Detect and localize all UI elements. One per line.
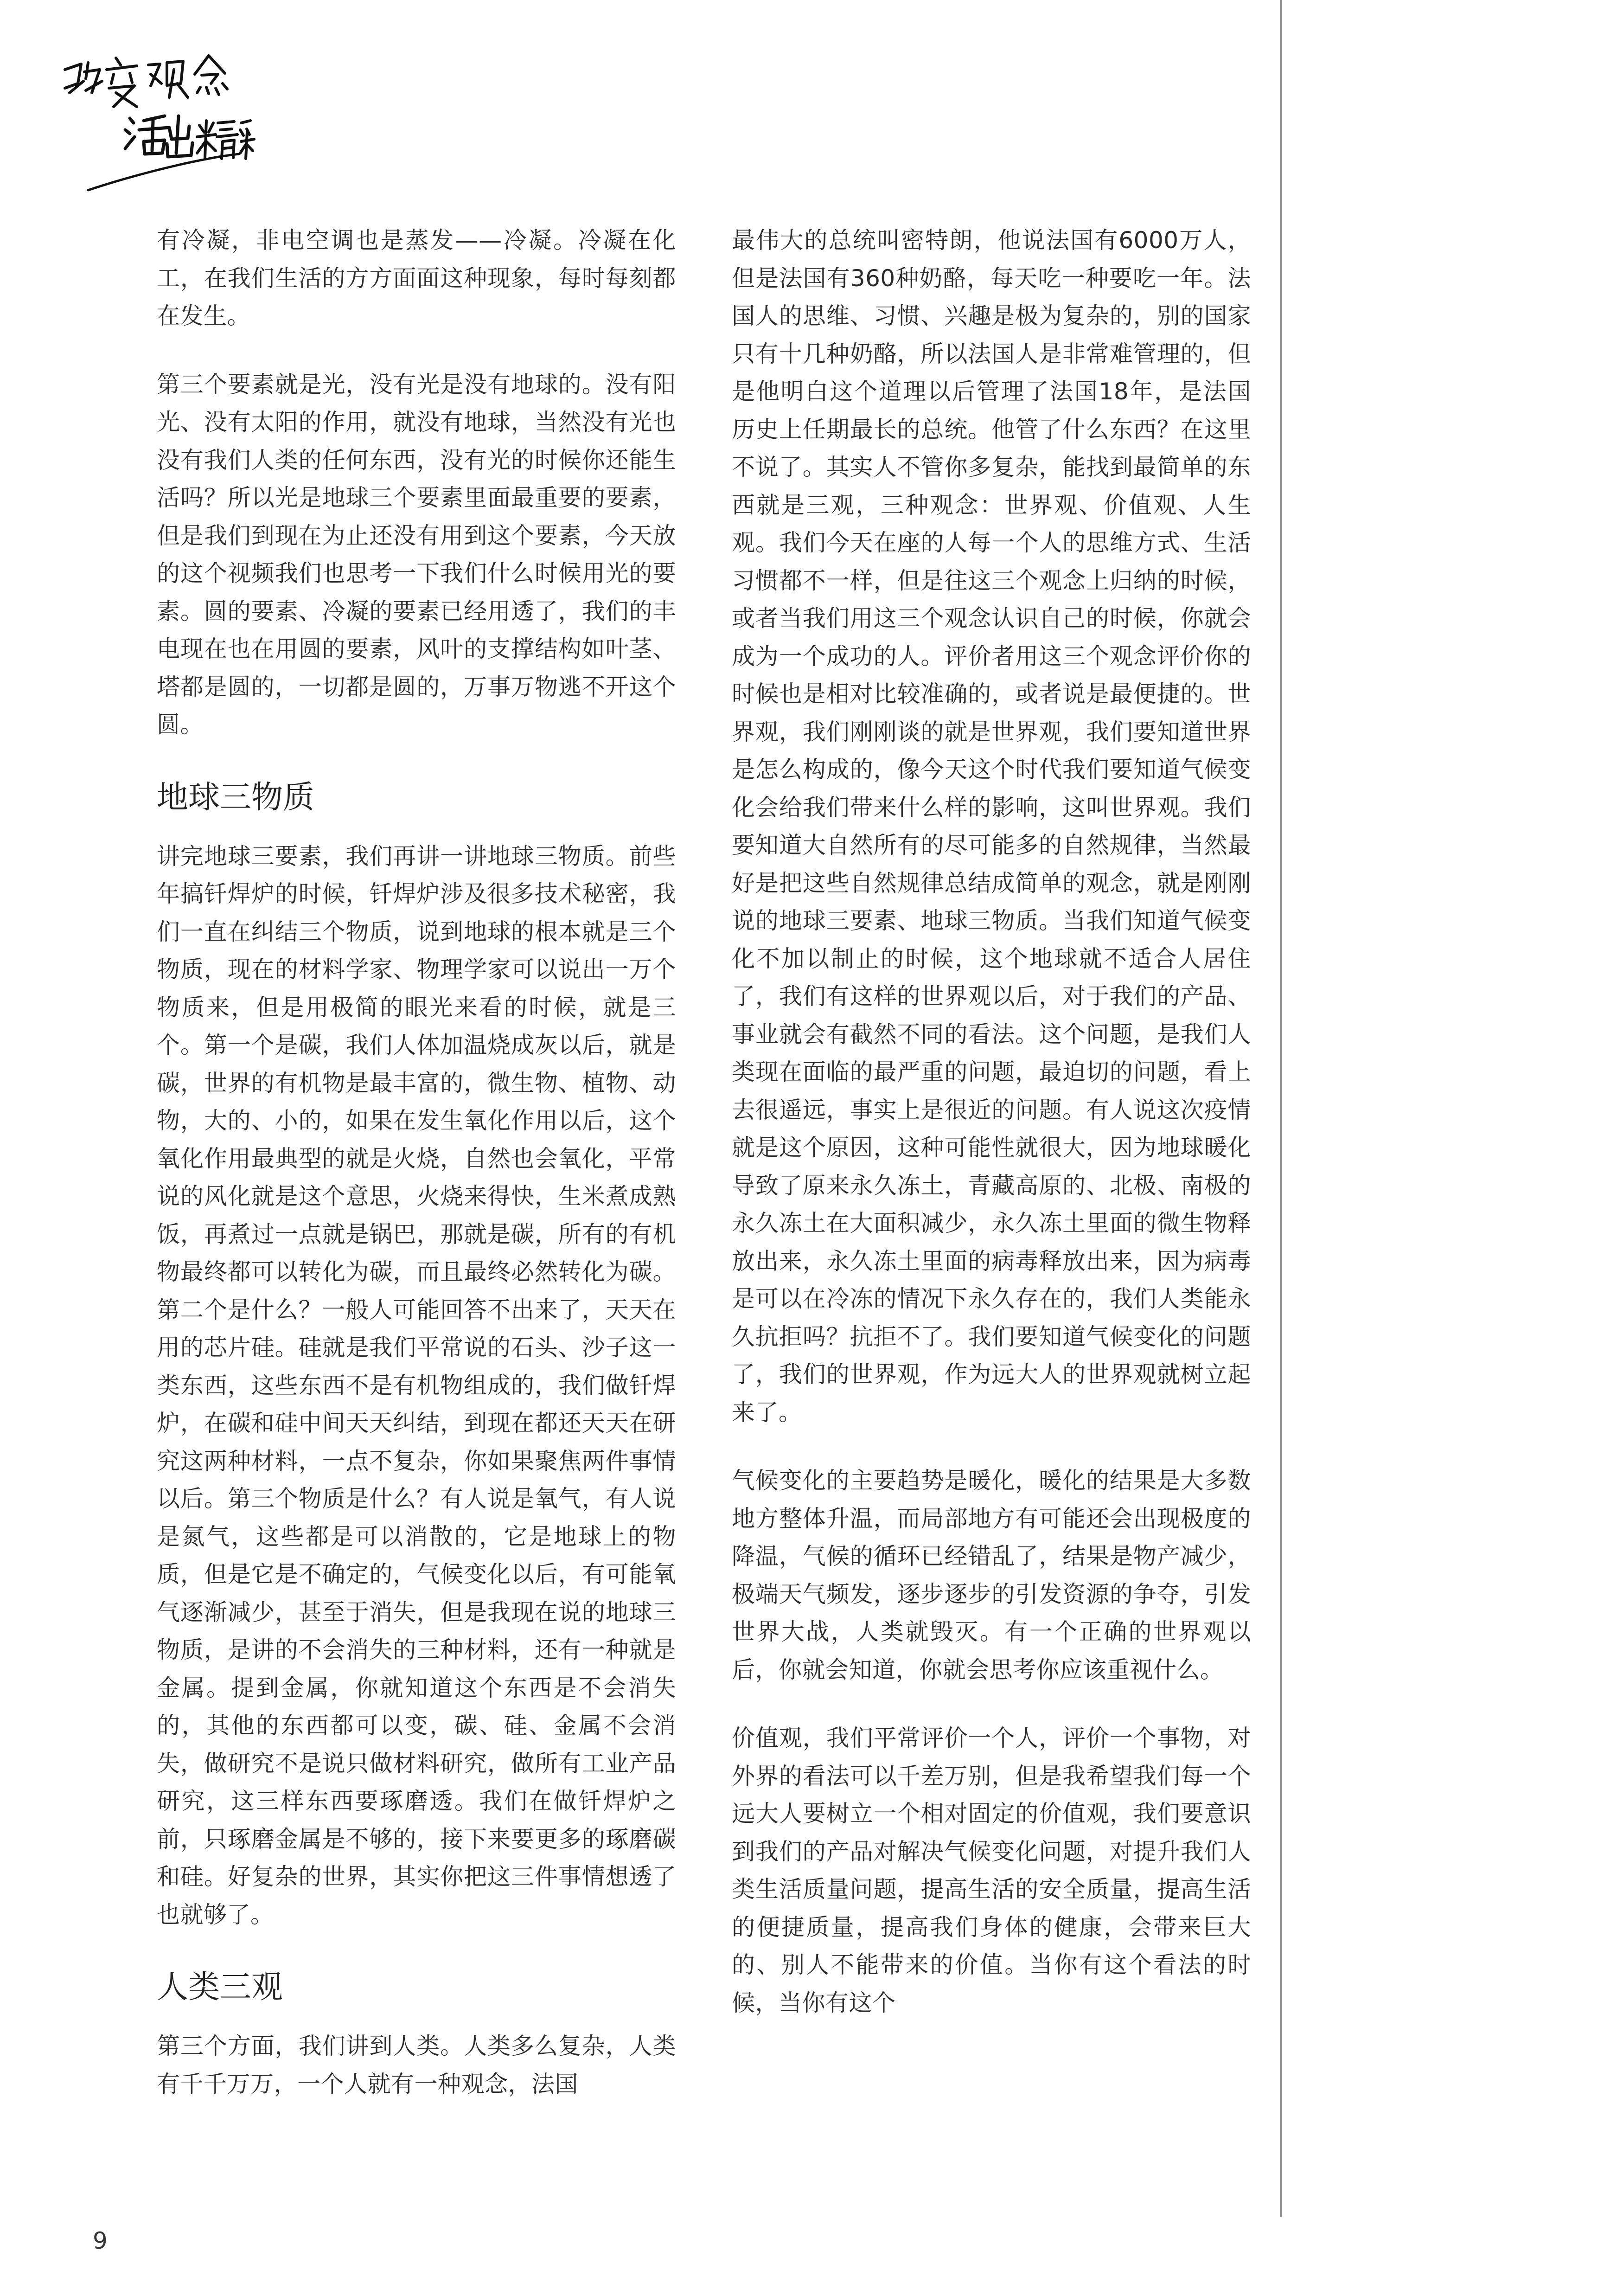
- right-text-column: [732, 222, 1251, 2052]
- paragraph: 有冷凝，非电空调也是蒸发——冷凝。冷凝在化工，在我们生活的方方面面这种现象，每时每刻都在发生。: [157, 227, 676, 329]
- section-heading-human-three-views: 人类三观: [157, 1969, 283, 2006]
- left-text-column: [157, 222, 676, 2134]
- paragraph: 第三个要素就是光，没有光是没有地球的。没有阳光、没有太阳的作用，就没有地球，当然没有光也没有我们人类的任何东西，没有光的时候你还能生活吗？所以光是地球三个要素里面最重要的要素，但是我们到现在为止还没有用到这个要素，今天放的这个视频我们也思考一下我们什么时候用光的要素。圆的要素、冷凝的要素已经用透了，我们的丰电现在也在用圆的要素，风叶的支撑结构如叶茎、塔都是圆的，一切都是圆的，万事万物逃不开这个圆。: [157, 371, 676, 738]
- page-divider-line: [1280, 0, 1282, 2217]
- section-heading-earth-three-substances: 地球三物质: [157, 779, 315, 816]
- paragraph: 第三个方面，我们讲到人类。人类多么复杂，人类有千千万万，一个人就有一种观念，法国: [157, 2033, 676, 2097]
- paragraph: 价值观，我们平常评价一个人，评价一个事物，对外界的看法可以千差万别，但是我希望我们每一个远大人要树立一个相对固定的价值观，我们要意识到我们的产品对解决气候变化问题，对提升我们人类生活质量问题，提高生活的安全质量，提高生活的便捷质量，提高我们身体的健康，会带来巨大的、别人不能带来的价值。当你有这个看法的时候，当你有这个: [732, 1725, 1251, 2016]
- paragraph: 气候变化的主要趋势是暖化，暖化的结果是大多数地方整体升温，而局部地方有可能还会出现极度的降温，气候的循环已经错乱了，结果是物产减少，极端天气频发，逐步逐步的引发资源的争夺，引发世界大战，人类就毁灭。有一个正确的世界观以后，你就会知道，你就会思考你应该重视什么。: [732, 1467, 1251, 1683]
- paragraph: 最伟大的总统叫密特朗，他说法国有6000万人，但是法国有360种奶酪，每天吃一种要吃一年。法国人的思维、习惯、兴趣是极为复杂的，别的国家只有十几种奶酪，所以法国人是非常难管理的，但是他明白这个道理以后管理了法国18年，是法国历史上任期最长的总统。他管了什么东西？在这里不说了。其实人不管你多复杂，能找到最简单的东西就是三观，三种观念：世界观、价值观、人生观。我们今天在座的人每一个人的思维方式、生活习惯都不一样，但是往这三个观念上归纳的时候，或者当我们用这三个观念认识自己的时候，你就会成为一个成功的人。评价者用这三个观念评价你的时候也是相对比较准确的，或者说是最便捷的。世界观，我们刚刚谈的就是世界观，我们要知道世界是怎么构成的，像今天这个时代我们要知道气候变化会给我们带来什么样的影响，这叫世界观。我们要知道大自然所有的尽可能多的自然规律，当然最好是把这些自然规律总结成简单的观念，就是刚刚说的地球三要素、地球三物质。当我们知道气候变化不加以制止的时候，这个地球就不适合人居住了，我们有这样的世界观以后，对于我们的产品、事业就会有截然不同的看法。这个问题，是我们人类现在面临的最严重的问题，最迫切的问题，看上去很遥远，事实上是很近的问题。有人说这次疫情就是这个原因，这种可能性就很大，因为地球暖化导致了原来永久冻土，青藏高原的、北极、南极的永久冻土在大面积减少，永久冻土里面的微生物释放出来，永久冻土里面的病毒释放出来，因为病毒是可以在冷冻的情况下永久存在的，我们人类能永久抗拒吗？抗拒不了。我们要知道气候变化的问题了，我们的世界观，作为远大人的世界观就树立起来了。: [732, 227, 1251, 1426]
- paragraph: 讲完地球三要素，我们再讲一讲地球三物质。前些年搞钎焊炉的时候，钎焊炉涉及很多技术秘密，我们一直在纠结三个物质，说到地球的根本就是三个物质，现在的材料学家、物理学家可以说出一万个物质来，但是用极简的眼光来看的时候，就是三个。第一个是碳，我们人体加温烧成灰以后，就是碳，世界的有机物是最丰富的，微生物、植物、动物，大的、小的，如果在发生氧化作用以后，这个氧化作用最典型的就是火烧，自然也会氧化，平常说的风化就是这个意思，火烧来得快，生米煮成熟饭，再煮过一点就是锅巴，那就是碳，所有的有机物最终都可以转化为碳，而且最终必然转化为碳。第二个是什么？一般人可能回答不出来了，天天在用的芯片硅。硅就是我们平常说的石头、沙子这一类东西，这些东西不是有机物组成的，我们做钎焊炉，在碳和硅中间天天纠结，到现在都还天天在研究这两种材料，一点不复杂，你如果聚焦两件事情以后。第三个物质是什么？有人说是氧气，有人说是氮气，这些都是可以消散的，它是地球上的物质，但是它是不确定的，气候变化以后，有可能氧气逐渐减少，甚至于消失，但是我现在说的地球三物质，是讲的不会消失的三种材料，还有一种就是金属。提到金属，你就知道这个东西是不会消失的，其他的东西都可以变，碳、硅、金属不会消失，做研究不是说只做材料研究，做所有工业产品研究，这三样东西要琢磨透。我们在做钎焊炉之前，只琢磨金属是不够的，接下来要更多的琢磨碳和硅。好复杂的世界，其实你把这三件事情想透了也就够了。: [157, 842, 676, 1928]
- page-number: 9: [93, 2227, 108, 2254]
- calligraphy-logo: [56, 37, 260, 195]
